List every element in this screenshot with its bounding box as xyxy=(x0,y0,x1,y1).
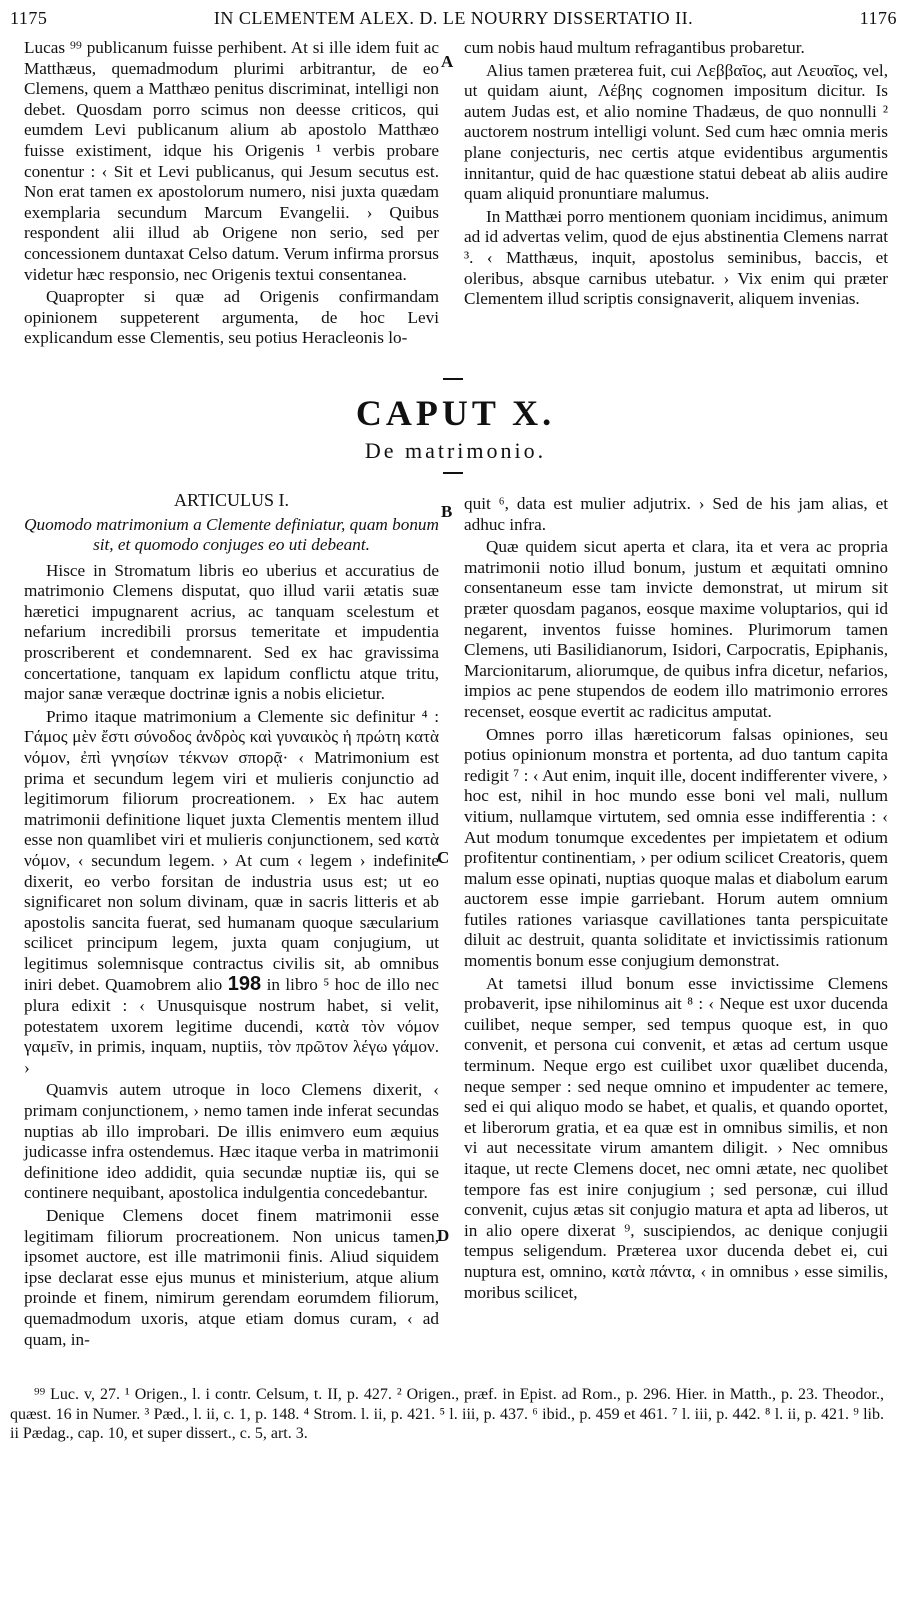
paragraph: Quamvis autem utroque in loco Clemens dixerit, ‹ primam conjunctionem, › nemo tamen inde inferat secundas nuptias ab illo improbari. De illis enimvero eum æquius judicasse infra ostendemus. Hæc itaque verba in matrimonii definitione ideo addidit, quia secundæ nuptiæ iis, qui se continere nequibant, apostolica indulgentia concedebantur. xyxy=(24,1080,439,1203)
running-title: IN CLEMENTEM ALEX. D. LE NOURRY DISSERTATIO II. xyxy=(213,8,694,28)
section-divider xyxy=(443,378,463,380)
margin-letter-b: B xyxy=(441,502,453,521)
top-right-column xyxy=(464,38,888,310)
chapter-subtitle: De matrimonio. xyxy=(364,438,547,463)
paragraph: Hisce in Stromatum libris eo uberius et accuratius de matrimonio Clemens disputat, quo illud varii ætatis suæ hæretici impugnarent acrius, ac tanquam scelestum et nefarium incredibili prorsus temeritate et impudentia proscriberent et condemnarent. Sed ex hac gravissima concertatione, tanquam ex lapidum conflictu atque tritu, major sanæ veræque doctrinæ ignis a nobis elicietur. xyxy=(24,560,439,704)
paragraph-text: in libro ⁵ hoc de illo nec plura edixit : ‹ Unusquisque nostrum habet, si velit, potestatem uxorem legitime ducendi, κατὰ τὸν νόμον γαμεῖν, in primis, inquam, nuptiis, τὸν πρῶτον λέγω γάμον. › xyxy=(24,975,439,1077)
article-summary: Quomodo matrimonium a Clemente definiatur, quam bonum sit, et quomodo conjuges eo uti debeant. xyxy=(24,514,439,554)
article-heading: ARTICULUS I. xyxy=(174,490,289,510)
paragraph: In Matthæi porro mentionem quoniam incidimus, animum ad id advertas velim, quod de ejus abstinentia Clemens narrat ³. ‹ Matthæus, inquit, apostolus seminibus, baccis, et oleribus, absque carnibus utebatur. › Vix enim qui præter Clementem illud scriptis consignaverit, aliquem invenias. xyxy=(464,206,888,309)
margin-letter-a: A xyxy=(441,52,454,71)
paragraph: At tametsi illud bonum esse invictissime Clemens probaverit, ipse nihilominus ait ⁸ : ‹ Neque est uxor ducenda cuilibet, neque semper, sed tempus quoque est, in quo convenit, et persona cui convenit, et ætas ad certum usque terminum. Neque ergo est cuilibet uxor quælibet ducenda, neque semper : sed neque omnino et impudenter ac temere, sed ei qui aliquo modo se habet, et qualis, et quando oportet, et liberorum gratia, et ea quæ est in omnibus similis, et non vi aut necessitate virum amantem diligit. › Nec omnibus itaque, ut recte Clemens docet, nec omni ætate, nec quolibet tempore fas est inire conjugium ; sed personæ, cui illud convenit, cujus ætas sit conjugio matura et apta ad liberos, ut in alio opere dixerat ⁹, suscipiendos, ac denique conjugii tempus seligendum. Præterea uxor ducenda debet ei, cui nuptura est, omnino, κατὰ πάντα, ‹ in omnibus › esse similis, moribus scilicet, xyxy=(464,973,888,1302)
paragraph xyxy=(24,707,439,1079)
paragraph: Lucas ⁹⁹ publicanum fuisse perhibent. At si ille idem fuit ac Matthæus, quemadmodum plurimi arbitrantur, de eo Clemens, quem a Matthæo penitus discriminat, intelligi non debet. Quosdam porro scimus non deesse criticos, qui eumdem Levi publicanum alium ab apostolo Matthæo fuisse existiment, idque his Origenis ¹ verbis probare conentur : ‹ Sit et Levi publicanus, qui Jesum secutus est. Non erat tamen ex apostolorum numero, nisi juxta quædam exemplaria secundum Marcum Evangelii. › Quibus respondent alii illud ab Origene non serio, sed per concessionem duntaxat Celso datum. Verum infirma prorsus videtur hæc responsio, nec Origenis textui consentanea. xyxy=(24,38,439,284)
paragraph: Denique Clemens docet finem matrimonii esse legitimam filiorum procreationem. Non unicus tamen, ipsomet auctore, est ille matrimonii finis. Aliud siquidem ipse declarat esse ejus munus et ministerium, atque alium proinde et finem, nimirum gerendam eorumdem filiorum, quemadmodum uxoris, atque etiam domus curam, ‹ ad quam, in- xyxy=(24,1206,439,1349)
edition-page-marker: 198 xyxy=(227,973,262,996)
footnotes xyxy=(10,1385,884,1444)
paragraph: quit ⁶, data est mulier adjutrix. › Sed de his jam alias, et adhuc infra. xyxy=(464,494,888,534)
margin-letter-c: C xyxy=(437,848,450,867)
footnote-text: ⁹⁹ Luc. v, 27. ¹ Origen., l. i contr. Celsum, t. II, p. 427. ² Origen., præf. in Epist. ad Rom., p. 296. Hier. in Matth., p. 23. Theodor., quæst. 16 in Numer. ³ Pæd., l. ii, c. 1, p. 148. ⁴ Strom. l. ii, p. 421. ⁵ l. iii, p. 437. ⁶ ibid., p. 459 et 461. ⁷ l. iii, p. 442. ⁸ l. ii, p. 421. ⁹ lib. ii Pædag., cap. 10, et super dissert., c. 5, art. 3. xyxy=(10,1386,884,1442)
bottom-left-column xyxy=(24,490,439,1350)
paragraph: Omnes porro illas hæreticorum falsas opiniones, seu potius opinionum monstra et portenta, ad duo tantum capita redigit ⁷ : ‹ Aut enim, inquit ille, docent indifferenter vivere, › hoc est, nihil in hoc mundo esse boni vel mali, nullum vitium, nullamque virtutem, sed omnia esse indifferentia : ‹ Aut modum tonumque excedentes per impietatem et odium profitentur continentiam, › per odium scilicet Creatoris, quem malum esse opinati, nuptias quoque malas et diabolum earum auctorem esse impie garriebant. Horum autem omnium futiles rationes variasque cavillationes tanta perspicuitate diluit ac destruit, quanta soliditate et invictissimis rationum momentis bonum esse conjugium demonstrat. xyxy=(464,724,888,971)
bottom-right-column xyxy=(464,494,888,1303)
paragraph-text: Primo itaque matrimonium a Clemente sic definitur ⁴ : Γάμος μὲν ἔστι σύνοδος ἀνδρὸς καὶ γυναικὸς ἡ πρώτη κατὰ νόμον, ἐπὶ γνησίων τέκνων σπορᾷ· ‹ Matrimonium est prima et secundum legem viri et mulieris conjunctio ad legitimorum filiorum procreationem. › Ex hac autem matrimonii definitione liquet juxta Clementis mentem illud esse non quamlibet viri et mulieris conjunctionem, sed κατὰ νόμον, ‹ secundum legem. › At cum ‹ legem › indefinite dixerit, eo verbo forsitan de industria usus est; ut eo significaret non solum divinam, quæ in sacris litteris et ab apostolis sancita fuerat, sed humanam quoque sæcularium scilicet principum legem, juxta quam conjugium, ut legitimus solemnisque contractus civilis sit, ab omnibus iniri debet. Quamobrem alio xyxy=(24,706,439,995)
margin-letter-d: D xyxy=(437,1226,450,1245)
left-page-number: 1175 xyxy=(10,8,48,28)
section-divider xyxy=(443,472,463,474)
paragraph: cum nobis haud multum refragantibus probaretur. xyxy=(464,38,805,57)
right-page-number: 1176 xyxy=(859,8,897,28)
paragraph: Quæ quidem sicut aperta et clara, ita et vera ac propria matrimonii notio illud bonum, justum et æquitati omnino consentaneum esse tam invicte demonstrat, ut mirum sit præter quosdam paganos, eosque maxime voluptarios, qui id negarent, inventos fuisse homines. Plurimorum tamen Clemens, uti Basilidianorum, Isidori, Carpocratis, Epiphanis, Marcionitarum, aliorumque, de quibus infra dicetur, nefarios, impios ac pene stupendos de eodem illo matrimonio errores recenset, eosque evertit ac radicitus amputat. xyxy=(464,537,888,721)
chapter-title: CAPUT X. xyxy=(355,393,556,433)
top-left-column xyxy=(24,38,439,349)
running-header xyxy=(10,8,897,34)
paragraph: Alius tamen præterea fuit, cui Λεββαῖος, aut Λευαῖος, vel, ut quidam aiunt, Λέβης cognomen impositum dicitur. Is autem Judas est, et alio nomine Thadæus, de quo nonnulli ² auctorem nostrum intelligi volunt. Sed cum hæc omnia meris plane conjecturis, nec certis atque evidentibus argumentis innitantur, quid de hac quæstione statui debeat ab aliis audire quam aliquid pronuntiare malumus. xyxy=(464,60,888,204)
paragraph: Quapropter si quæ ad Origenis confirmandam opinionem suppeterent argumenta, de hoc Levi explicandum esse Clementis, seu potius Heracleonis lo- xyxy=(24,287,439,348)
